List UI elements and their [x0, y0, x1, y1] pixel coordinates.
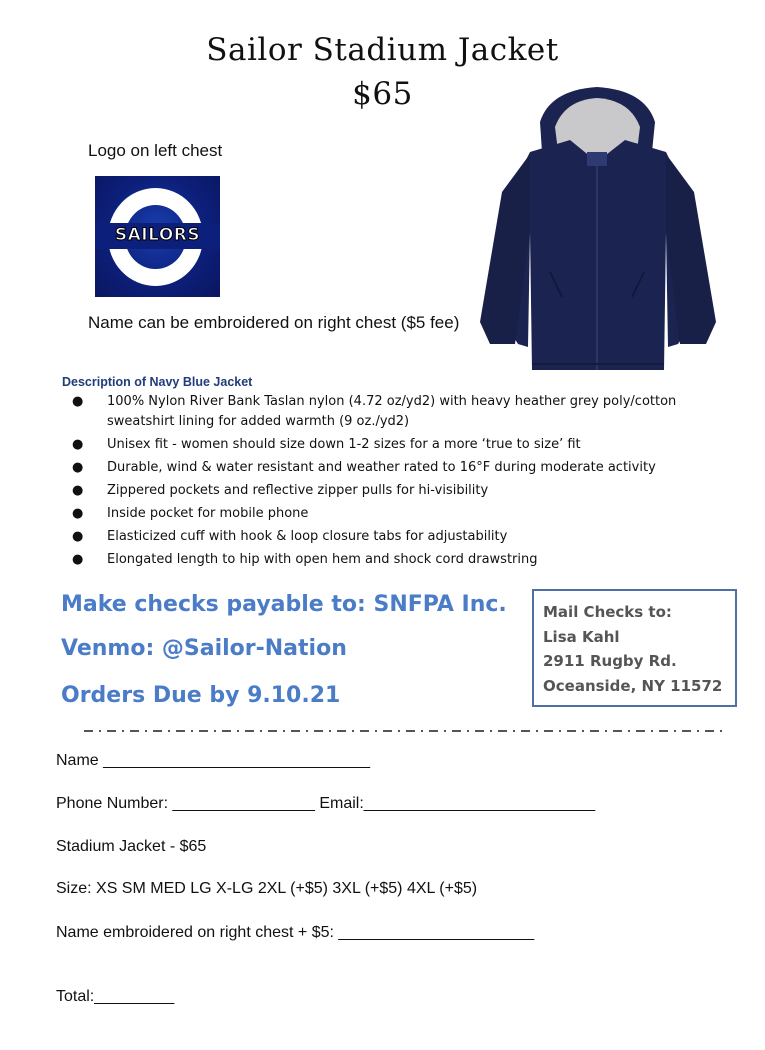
sailors-logo — [95, 176, 220, 297]
page-title: Sailor Stadium Jacket — [206, 32, 559, 68]
logo-wordmark: SAILORS — [114, 225, 201, 245]
list-item: ● Unisex fit - women should size down 1-2 sizes for a more ‘true to size’ fit — [72, 435, 712, 455]
mail-street: 2911 Rugby Rd. — [543, 652, 677, 670]
list-item: ● Elongated length to hip with open hem and shock cord drawstring — [72, 550, 712, 570]
bullet-icon: ● — [72, 460, 84, 475]
bullet-icon: ● — [72, 552, 84, 567]
cut-line-divider — [84, 729, 724, 733]
order-total-field[interactable]: Total:_________ — [56, 988, 175, 1005]
description-list — [72, 392, 712, 573]
venmo-line: Venmo: @Sailor-Nation — [61, 636, 347, 661]
description-heading: Description of Navy Blue Jacket — [62, 375, 253, 389]
price-title: $65 — [352, 76, 413, 112]
mail-name: Lisa Kahl — [543, 627, 620, 646]
bullet-icon: ● — [72, 437, 84, 452]
bullet-icon: ● — [72, 394, 84, 409]
order-item-line: Stadium Jacket - $65 — [56, 838, 207, 855]
list-item: ● Elasticized cuff with hook & loop closure tabs for adjustability — [72, 527, 712, 547]
bullet-icon: ● — [72, 506, 84, 521]
list-item: ● Zippered pockets and reflective zipper pulls for hi-visibility — [72, 481, 712, 501]
list-item: ● Durable, wind & water resistant and weather rated to 16°F during moderate activity — [72, 458, 712, 478]
order-embroider-field[interactable]: Name embroidered on right chest + $5: ______________________ — [56, 924, 535, 941]
order-name-field[interactable]: Name ______________________________ — [56, 752, 371, 769]
checks-payable-line: Make checks payable to: SNFPA Inc. — [61, 592, 507, 617]
bullet-icon: ● — [72, 483, 84, 498]
order-size-options[interactable]: Size: XS SM MED LG X-LG 2XL (+$5) 3XL (+$5) 4XL (+$5) — [56, 880, 478, 897]
name-embroidery-caption: Name can be embroidered on right chest ($5 fee) — [88, 313, 460, 332]
mail-heading: Mail Checks to: — [543, 603, 672, 621]
logo-caption: Logo on left chest — [88, 141, 223, 160]
mail-address-box — [532, 589, 737, 707]
mail-city: Oceanside, NY 11572 — [543, 676, 723, 695]
list-item: ● 100% Nylon River Bank Taslan nylon (4.72 oz/yd2) with heavy heather grey poly/cotton sweatshirt lining for added warmth (9 oz./yd2) — [72, 394, 677, 429]
list-item: ● Inside pocket for mobile phone — [72, 504, 712, 524]
due-date-line: Orders Due by 9.10.21 — [61, 683, 341, 708]
order-phone-email-field[interactable]: Phone Number: ________________ Email:__________________________ — [56, 795, 596, 812]
bullet-icon: ● — [72, 529, 84, 544]
jacket-image — [470, 82, 725, 372]
